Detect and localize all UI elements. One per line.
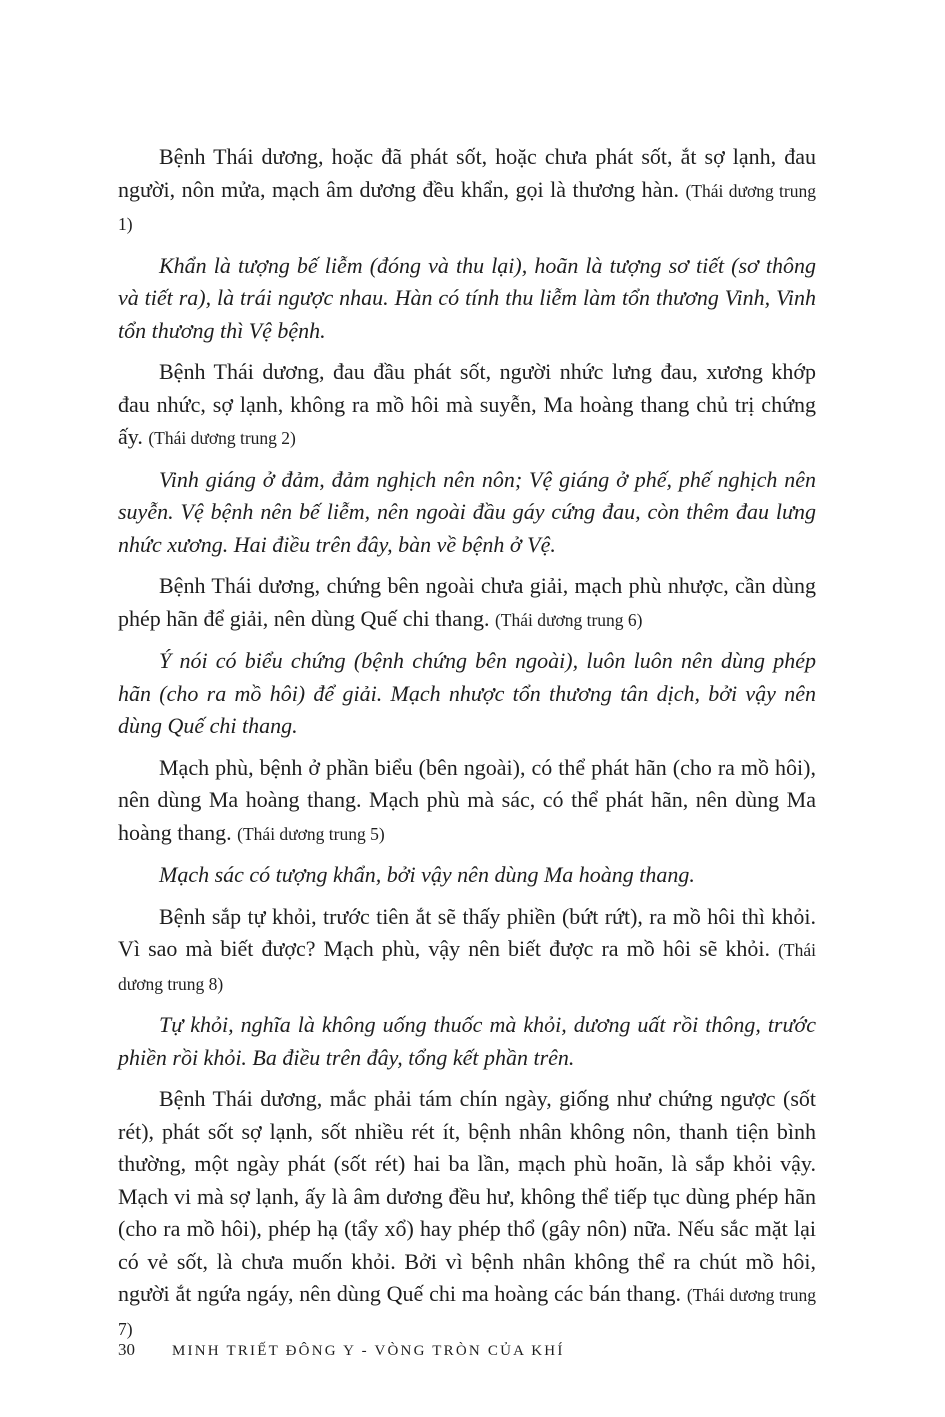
page-footer xyxy=(118,1340,565,1360)
paragraph-2: Bệnh Thái dương, đau đầu phát sốt, người nhức lưng đau, xương khớp đau nhức, sợ lạnh, không ra mồ hôi mà suyễn, Ma hoàng thang chủ trị chứng ấy. (Thái dương trung 2) xyxy=(118,359,816,449)
citation: (Thái dương trung 6) xyxy=(494,609,643,630)
paragraph-5: Bệnh sắp tự khỏi, trước tiên ắt sẽ thấy phiền (bứt rứt), ra mồ hôi thì khỏi. Vì sao mà biết được? Mạch phù, vậy nên biết được ra mồ hôi sẽ khỏi. (Thái dương trung 8) xyxy=(118,903,816,994)
citation: (Thái dương trung 7) xyxy=(118,1285,816,1339)
paragraph-3: Bệnh Thái dương, chứng bên ngoài chưa giải, mạch phù nhược, cần dùng phép hãn để giải, nên dùng Quế chi thang. (Thái dương trung 6) xyxy=(118,573,816,631)
commentary-4: Mạch sác có tượng khẩn, bởi vậy nên dùng Ma hoàng thang. xyxy=(159,862,695,887)
citation: (Thái dương trung 8) xyxy=(118,940,816,994)
commentary-2: Vinh giáng ở đảm, đảm nghịch nên nôn; Vệ giáng ở phế, phế nghịch nên suyễn. Vệ bệnh nên bế liễm, nên ngoài đầu gáy cứng đau, còn thêm đau lưng nhức xương. Hai điều trên đây, bàn về bệnh ở Vệ. xyxy=(118,466,816,557)
commentary-1: Khẩn là tượng bế liễm (đóng và thu lại), hoãn là tượng sơ tiết (sơ thông và tiết ra), là trái ngược nhau. Hàn có tính thu liễm làm tổn thương Vinh, Vinh tổn thương thì Vệ bệnh. xyxy=(118,252,816,343)
commentary-3: Ý nói có biểu chứng (bệnh chứng bên ngoài), luôn luôn nên dùng phép hãn (cho ra mồ hôi) để giải. Mạch nhược tổn thương tân dịch, bởi vậy nên dùng Quế chi thang. xyxy=(118,648,816,738)
citation: (Thái dương trung 1) xyxy=(118,180,817,234)
paragraph-4: Mạch phù, bệnh ở phần biểu (bên ngoài), có thể phát hãn (cho ra mồ hôi), nên dùng Ma hoàng thang. Mạch phù mà sác, có thể phát hãn, nên dùng Ma hoàng thang. (Thái dương trung 5) xyxy=(118,754,816,845)
page-body xyxy=(118,141,816,1354)
paragraph-6: Bệnh Thái dương, mắc phải tám chín ngày, giống như chứng ngược (sốt rét), phát sốt sợ lạnh, sốt nhiều rét ít, bệnh nhân không nôn, thanh tiện bình thường, một ngày phát (sốt rét) hai ba lần, mạch phù hoãn, là sắp khỏi vậy. Mạch vi mà sợ lạnh, ấy là âm dương đều hư, không thể tiếp tục dùng phép hãn (cho ra mồ hôi), phép hạ (tẩy xổ) hay phép thổ (gây nôn) nữa. Nếu sắc mặt lại có vẻ sốt, là chưa muốn khỏi. Bởi vì bệnh nhân không thể ra chút mồ hôi, người ắt ngứa ngáy, nên dùng Quế chi ma hoàng các bán thang. (Thái dương trung 7) xyxy=(118,1086,816,1339)
commentary-5: Tự khỏi, nghĩa là không uống thuốc mà khỏi, dương uất rồi thông, trước phiền rồi khỏi. Ba điều trên đây, tổng kết phần trên. xyxy=(118,1012,816,1070)
citation: (Thái dương trung 2) xyxy=(148,428,296,448)
running-title: MINH TRIẾT ĐÔNG Y - VÒNG TRÒN CỦA KHÍ xyxy=(172,1343,565,1359)
page-number: 30 xyxy=(118,1340,135,1359)
paragraph-1: Bệnh Thái dương, hoặc đã phát sốt, hoặc chưa phát sốt, ắt sợ lạnh, đau người, nôn mửa, mạch âm dương đều khẩn, gọi là thương hàn. (Thái dương trung 1) xyxy=(118,144,817,234)
citation: (Thái dương trung 5) xyxy=(237,823,385,844)
